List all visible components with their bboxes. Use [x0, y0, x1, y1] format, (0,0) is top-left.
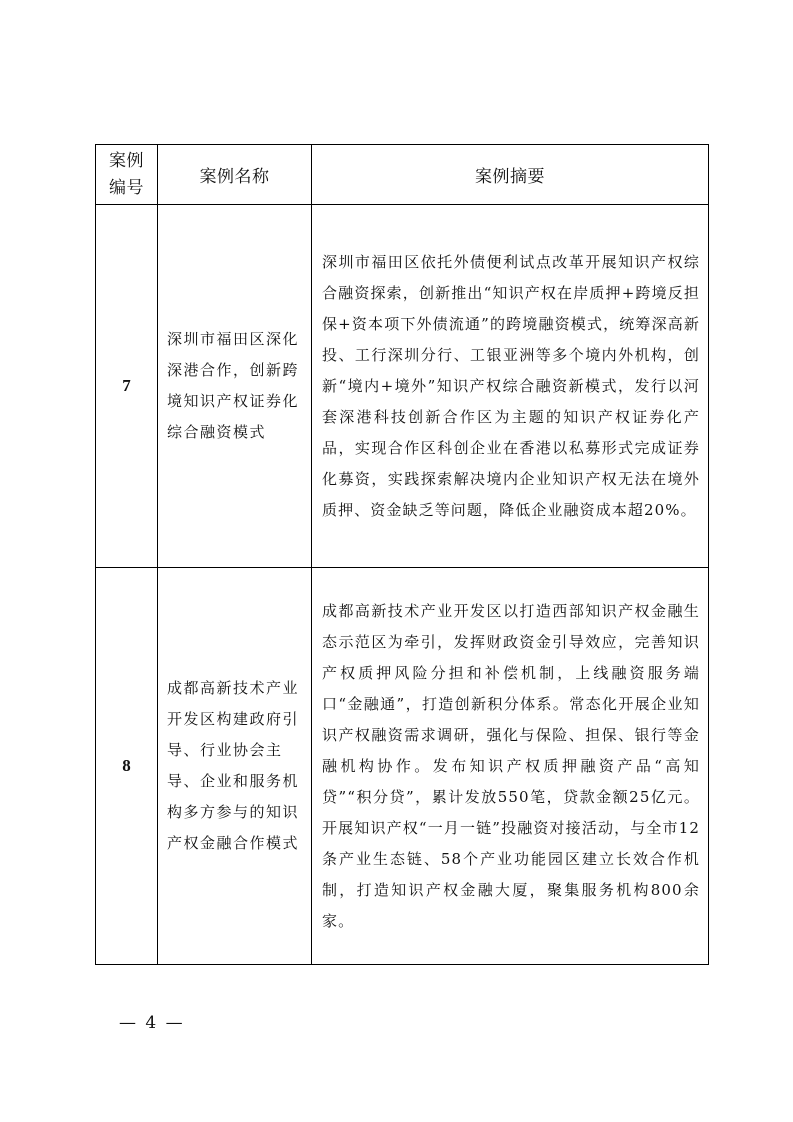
case-name: 成都高新技术产业开发区构建政府引导、行业协会主导、企业和服务机构多方参与的知识产权金融合作模式 [158, 568, 312, 965]
case-summary-text: 成都高新技术产业开发区以打造西部知识产权金融生态示范区为牵引，发挥财政资金引导效应，完善知识产权质押风险分担和补偿机制，上线融资服务端口“金融通”，打造创新积分体系。常态化开展企业知识产权融资需求调研，强化与保险、担保、银行等金融机构协作。发布知识产权质押融资产品“高知贷”“积分贷”，累计发放550笔，贷款金额25亿元。开展知识产权“一月一链”投融资对接活动，与全市12条产业生态链、58个产业功能园区建立长效合作机制，打造知识产权金融大厦，聚集服务机构800余家。 [322, 601, 700, 930]
table-body [96, 205, 709, 965]
header-case-number [96, 145, 158, 205]
header-case-summary: 案例摘要 [312, 145, 709, 205]
case-table [95, 144, 709, 965]
case-summary-text: 深圳市福田区依托外债便利试点改革开展知识产权综合融资探索，创新推出“知识产权在岸质押+跨境反担保+资本项下外债流通”的跨境融资模式，统筹深高新投、工行深圳分行、工银亚洲等多个境内外机构，创新“境内+境外”知识产权综合融资新模式，发行以河套深港科技创新合作区为主题的知识产权证券化产品，实现合作区科创企业在香港以私募形式完成证券化募资，实践探索解决境内企业知识产权无法在境外质押、资金缺乏等问题，降低企业融资成本超20%。 [322, 252, 700, 519]
table-row [96, 568, 709, 965]
case-number: 8 [96, 568, 158, 965]
header-case-name: 案例名称 [158, 145, 312, 205]
table-row [96, 205, 709, 568]
case-summary [312, 568, 709, 965]
case-number: 7 [96, 205, 158, 568]
header-row [96, 145, 709, 205]
table-header [96, 145, 709, 205]
header-case-number-line1: 案例 [109, 150, 144, 171]
case-name: 深圳市福田区深化深港合作，创新跨境知识产权证券化综合融资模式 [158, 205, 312, 568]
page-number: — 4 — [119, 1013, 185, 1033]
header-case-number-line2: 编号 [109, 177, 144, 198]
case-summary [312, 205, 709, 568]
